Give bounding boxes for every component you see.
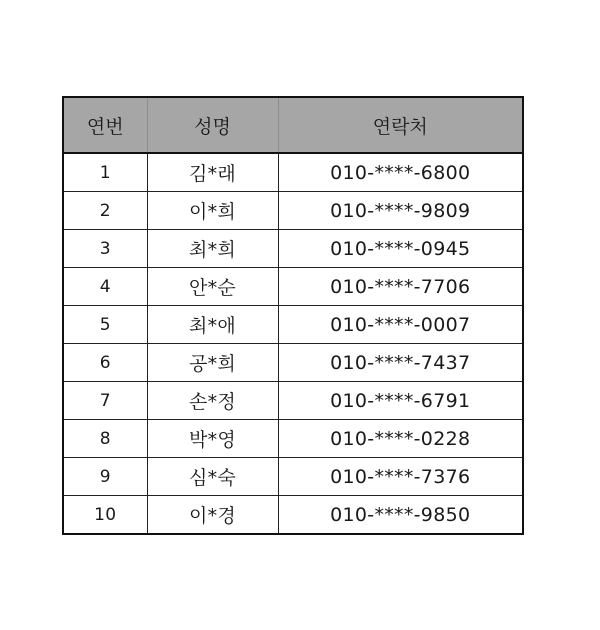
cell-no: 3 xyxy=(63,230,147,268)
table-row xyxy=(63,192,523,230)
cell-name: 최*희 xyxy=(147,230,278,268)
table-row xyxy=(63,230,523,268)
cell-no: 5 xyxy=(63,306,147,344)
cell-name: 이*희 xyxy=(147,192,278,230)
table-row xyxy=(63,306,523,344)
cell-phone: 010-****-0007 xyxy=(278,306,523,344)
cell-no: 6 xyxy=(63,344,147,382)
cell-phone: 010-****-0228 xyxy=(278,420,523,458)
table-header xyxy=(63,97,523,153)
cell-name: 이*경 xyxy=(147,496,278,535)
cell-no: 9 xyxy=(63,458,147,496)
cell-phone: 010-****-7706 xyxy=(278,268,523,306)
cell-name: 손*정 xyxy=(147,382,278,420)
cell-name: 박*영 xyxy=(147,420,278,458)
header-phone: 연락처 xyxy=(278,97,523,153)
cell-name: 심*숙 xyxy=(147,458,278,496)
table-row xyxy=(63,268,523,306)
table-row xyxy=(63,382,523,420)
cell-phone: 010-****-9850 xyxy=(278,496,523,535)
header-row xyxy=(63,97,523,153)
header-no: 연번 xyxy=(63,97,147,153)
cell-no: 2 xyxy=(63,192,147,230)
cell-no: 7 xyxy=(63,382,147,420)
cell-phone: 010-****-6800 xyxy=(278,153,523,192)
table-body xyxy=(63,153,523,534)
cell-no: 4 xyxy=(63,268,147,306)
table-row xyxy=(63,458,523,496)
table-row xyxy=(63,420,523,458)
cell-phone: 010-****-6791 xyxy=(278,382,523,420)
header-name: 성명 xyxy=(147,97,278,153)
cell-name: 김*래 xyxy=(147,153,278,192)
cell-name: 안*순 xyxy=(147,268,278,306)
cell-phone: 010-****-9809 xyxy=(278,192,523,230)
cell-no: 10 xyxy=(63,496,147,535)
cell-name: 최*애 xyxy=(147,306,278,344)
contact-table xyxy=(62,96,524,535)
table-row xyxy=(63,496,523,535)
cell-phone: 010-****-7376 xyxy=(278,458,523,496)
cell-name: 공*희 xyxy=(147,344,278,382)
table-row xyxy=(63,344,523,382)
table-row xyxy=(63,153,523,192)
cell-no: 1 xyxy=(99,162,111,183)
cell-phone: 010-****-0945 xyxy=(278,230,523,268)
cell-no: 8 xyxy=(63,420,147,458)
cell-phone: 010-****-7437 xyxy=(278,344,523,382)
